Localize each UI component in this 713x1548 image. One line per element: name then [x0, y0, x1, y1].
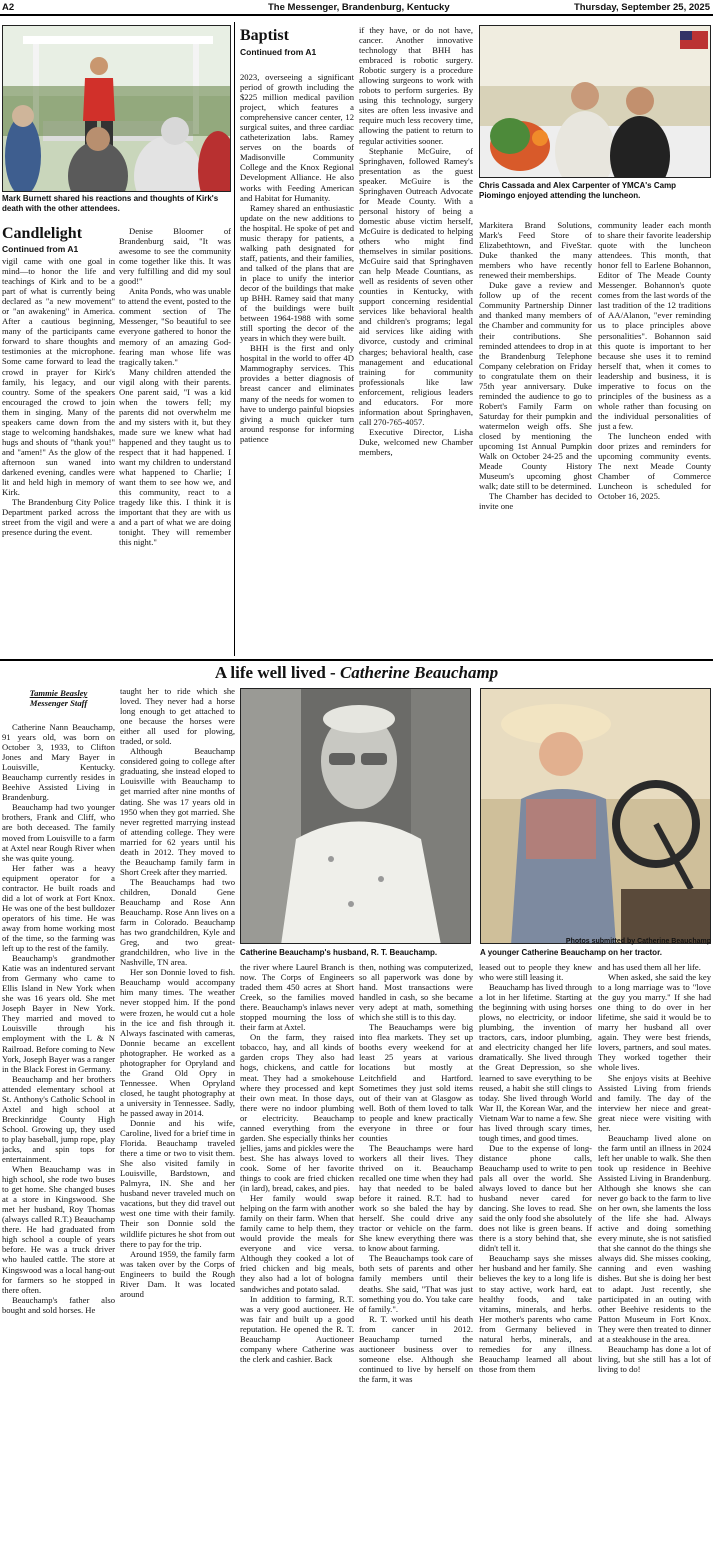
paragraph: Donnie and his wife, Caroline, lived for a brief time in Florida. Beauchamp traveled there a time or two to visit them. She also visited family in Louisville, Bardstown, and Palmyra, IN. She and her husband never traveled much on vacations, but they did travel out west one time with their family. Their son Donnie sold the wildlife pictures he shot from out there to pay for the trip. — [120, 1118, 235, 1249]
feature-headline — [0, 663, 713, 683]
baptist-column — [240, 72, 354, 656]
paragraph: The Beauchamps had two children, Donald Gene Beauchamp and Rose Ann Beauchamp. Rose Ann lives on a farm in Colorado. Beauchamp has two grandchildren, Kyle and Greg, and two great-grandchildren, who live in the Nashville, TN area. — [120, 876, 235, 968]
catherine-tractor-caption: A younger Catherine Beauchamp on her tractor. — [480, 948, 662, 957]
feature-column-2 — [120, 686, 235, 1544]
paragraph: The Chamber has decided to invite one — [479, 491, 592, 512]
paragraph: Although Beauchamp considered going to college after graduating, she instead eloped to Louisville with Beauchamp to get married after nine months of dating. She was 17 years old in 1950 when they got married. She never regretted marrying instead of attending college. They were married for 62 years until his death in 2012. They moved to the Beauchamp family farm in Short Creek after they married. — [120, 746, 235, 877]
catherine-tractor-image — [481, 689, 711, 944]
paragraph: BHH is the first and only hospital in the world to offer 4D Mammography services. This provides a better diagnosis of breast cancer and eliminates many of the needs for women to have to undergo painful biopsies giving a much quicker turn around response for informing patience — [240, 343, 354, 444]
paragraph: 2023, overseeing a significant period of growth including the $225 million medical pavilion project, which features a comprehensive cancer center, 12 surgical suites, and three cardiac catheterization labs. Ramey serves on the boards of Madisonville Community College and the Knox Regional Development Alliance. He also works with Feeding American and Habitat for Humanity. — [240, 72, 354, 203]
paragraph: The Beauchamps took care of both sets of parents and other family members until their deaths. She said, "That was just something you do. You take care of family.". — [359, 1253, 473, 1314]
paragraph: vigil came with one goal in mind—to honor the life and teachings of Kirk and to be a part of what is currently being declared as "a new movement" or "an awakening" in America. After a cautious beginning, many of the participants came forward to share thoughts and testimonies at the microphone. Some came forward to lead the crowd in prayer for Kirk's family, his legacy, and our country. Some of the speakers encouraged the crowd to join them in singing. Many of the speakers came down from the stage to welcoming handshakes, hugs and shouts of "thank you!" and "amen!" As the glow of the afternoon sun waned into darkened evening, candles were lit and held high in memory of Kirk. — [2, 256, 115, 498]
paragraph: When asked, she said the key to a long marriage was to "love the guy you marry." If she had one thing to do over in her lifetime, she said it would be to marry her husband all over again. They were best friends, lovers, partners, and soul mates. They worked together their whole lives. — [598, 972, 711, 1073]
chamber-column-c — [598, 220, 711, 656]
feature-column-4 — [359, 962, 473, 1544]
paragraph: Due to the expense of long-distance phone calls, Beauchamp used to write to pen pals all over the world. She always loved to dance but her husband never cared for dancing. She loves to read. She said the only food she absolutely does not like is green beans. If there is a story behind that, she didn't tell it. — [479, 1142, 592, 1254]
candlelight-column-1 — [2, 256, 115, 654]
paragraph: Denise Bloomer of Brandenburg said, "It was awesome to see the community come together like this. It was very fulfilling and did my soul good!" — [119, 226, 231, 287]
baptist-continued: Continued from A1 — [240, 47, 317, 57]
ymca-caption: Chris Cassada and Alex Carpenter of YMCA's Camp Piomingo enjoyed attending the luncheon. — [479, 181, 677, 200]
paragraph: leased out to people they knew who were still leasing it. — [479, 962, 592, 983]
candlelight-continued: Continued from A1 — [2, 244, 79, 254]
paragraph: R. T. worked until his death from cancer in 2012. Beauchamp turned the auctioneer business over to someone else. Although she continued to live by herself on the farm, it was — [359, 1313, 473, 1384]
paragraph: Beauchamp's grandmother Katie was an indentured servant from Germany who came to Ellis Island in New York when she was 16 years old. She met Joseph Bayer in New York. They married and moved to Louisville through his employment with the L & N Railroad. Before coming to New York, Joseph Bayer was a ranger in the Black Forest in Germany. — [2, 953, 115, 1074]
feature-headline-name: Catherine Beauchamp — [339, 663, 499, 682]
masthead — [0, 0, 713, 16]
paragraph: the river where Laurel Branch is now. The Corps of Engineers traded them 450 acres at Short Creek, so the families moved there. Beauchamp's inlaws never stopped mourning the loss of their farm at Axtel. — [240, 962, 354, 1033]
paragraph: On the farm, they raised tobacco, hay, and all kinds of garden crops They also had hogs, chickens, and cattle for meat. They had a smokehouse where they processed and kept their own meat. In those days, there were no indoor plumbing or electricity. Beauchamp canned everything from the garden. She especially thinks her jellies, jams and pickles were the best. She has always loved to cook. Some of her favorite things to cook are fried chicken (in lard), bread, cakes, and pies. — [240, 1032, 354, 1194]
rt-beauchamp-photo — [240, 688, 471, 944]
paragraph: Catherine Nann Beauchamp, 91 years old, was born on October 3, 1933, to Clifton Jones and Mary Bayer in Louisville, Kentucky. Beauchamp currently resides in Beehive Assisted Living in Brandenburg. — [2, 722, 115, 803]
mark-burnett-caption: Mark Burnett shared his reactions and thoughts of Kirk's death with the other attendees. — [2, 194, 219, 213]
paragraph: The Beauchamps were big into flea markets. They set up booths every weekend for at least 25 years at various locations but mostly at Leitchfield and Hartford. Sometimes they just sold items out of their van at Glasgow as well. Both of them loved to talk to people and knew practically everyone in three or four counties — [359, 1022, 473, 1143]
paragraph: Many children attended the vigil along with their parents. One parent said, "I was a kid when the towers fell; my parents did not overwhelm me and my sisters with it, but they made sure we knew what had happened and they taught us to respect that it had happened. I want my children to understand what happened to Charlie; I want them to see how we, and this community, react to a tragedy like this. I think it is important that they are with us and a part of what we are doing tonight. They will remember this night." — [119, 366, 231, 548]
catherine-tractor-photo — [480, 688, 711, 944]
ymca-luncheon-image — [480, 26, 711, 178]
paragraph: if they have, or do not have, cancer. Another innovative technology that BHH has embraced is robotic surgery. Robotic surgery is a procedure allowing surgeons to work with robots to perform surgeries. By using this technology, surgery sites are often less invasive and require much less recovery time, allowing the patient to return to regular activities sooner. — [359, 25, 473, 146]
baptist-headline: Baptist — [240, 27, 289, 44]
paragraph: Beauchamp lived alone on the farm until an illness in 2024 left her unable to walk. She then took up residence in Beehive Assisted Living in Brandenburg. Although she knows she can never go back to the farm to live on her own, she laments the loss of the life she had. Always active and doing something every minute, she is not satisfied that she cannot do the things she always did. She misses cooking, canning and even washing dishes. But she is doing her best to adapt. Just recently, she participated in an outing with other Beehive residents to the Patton Museum in Fort Knox. They were then treated to dinner at a steakhouse in the area. — [598, 1132, 711, 1344]
paragraph: and has used them all her life. — [598, 962, 701, 972]
chamber-column-a — [359, 25, 473, 656]
paragraph: Executive Director, Lisha Duke, welcomed new Chamber members, — [359, 426, 473, 457]
paragraph: Beauchamp has lived through a lot in her lifetime. Starting at the beginning with using horses plows, no electricity, or indoor plumbing, the invention of tractors, cars, indoor plumbing, and electricity changed her life dramatically. She lived through the Great Depression, so she learned to save everything to be reused, a habit she still clings to today. She lived through World War II, the Korean War, and the Vietnam War to name a few. She has lived through scary times, tough times, and good times. — [479, 982, 592, 1143]
feature-column-1 — [2, 722, 115, 1544]
paragraph: Anita Ponds, who was unable to attend the event, posted to the comment section of The Messenger, "So beautiful to see everyone gathered to honor the memory of an amazing God-fearing man whose life was tragically taken." — [119, 286, 231, 367]
candlelight-column-2 — [119, 226, 231, 656]
paragraph: Around 1959, the family farm was taken over by the Corps of Engineers to build the Rough River Dam. It was located around — [120, 1248, 235, 1299]
mark-burnett-photo — [2, 25, 231, 192]
paragraph: then, nothing was computerized, so all paperwork was done by hand. Most transactions were handled in cash, so she became very adept at math, something which she still is to this day. — [359, 962, 473, 1023]
feature-column-5 — [479, 962, 592, 1544]
paragraph: Markitera Brand Solutions, Mark's Feed Store of Elizabethtown, and FiveStar. Duke thanked the many members who have recently renewed their memberships. — [479, 220, 592, 281]
chamber-column-b — [479, 220, 592, 656]
paragraph: Beauchamp and her brothers attended elementary school at St. Anthony's Catholic School in Axtel and high school at Breckinridge County High School. Growing up, they used to play baseball, jump rope, play jacks, and spin tops for entertainment. — [2, 1073, 115, 1165]
publication-name: The Messenger, Brandenburg, Kentucky — [268, 2, 450, 13]
candlelight-headline: Candlelight — [2, 225, 83, 242]
rt-beauchamp-caption: Catherine Beauchamp's husband, R. T. Beauchamp. — [240, 948, 438, 957]
paragraph: Beauchamp's father also bought and sold horses. He — [2, 1294, 115, 1315]
paragraph: The Beauchamps were hard workers all their lives. They thrived on it. Beauchamp recalled one time when they had hay that needed to be baled before it rained. R.T. had to work so she baled the hay by herself. She could drive any tractor or vehicle on the farm. She knew everything there was to know about farming. — [359, 1142, 473, 1254]
paragraph: Beauchamp has done a lot of living, but she still has a lot of living to do! — [598, 1343, 711, 1374]
feature-column-3 — [240, 962, 354, 1544]
paragraph: taught her to ride which she loved. They never had a horse long enough to get attached to one because the horses were either all used for plowing, traded, or sold. — [120, 686, 235, 747]
paragraph: She enjoys visits at Beehive Assisted Living from friends and family. The day of the interview her niece and great-great niece were visiting with her. — [598, 1072, 711, 1133]
feature-headline-text: A life well lived - — [214, 663, 340, 682]
photo-credit: Photos submitted by Catherine Beauchamp — [565, 938, 711, 945]
byline-title: Messenger Staff — [29, 698, 88, 708]
issue-date: Thursday, September 25, 2025 — [573, 2, 710, 13]
paragraph: Her father was a heavy equipment operator for a contractor. He built roads and did a lot of work at Fort Knox. He was one of the best bulldozer operators of his time. He was away from home working most of the time, so the farming was left up to the rest of the family. — [2, 862, 115, 954]
paragraph: Stephanie McGuire, of Springhaven, followed Ramey's presentation as the guest speaker. McGuire is the Springhaven Outreach Advocate for Meade County. With a personal history of being a domestic abuse victim herself, McGuire is dedicated to helping others who might find themselves in similar positions. McGuire said that Springhaven can help Meade Countians, as well as residents of seven other counties in Kentucky, with support concerning residential services like behavioral health and children's programs; legal aid services like aiding with divorce, custody and criminal charges; behavioral health, case management and educational training for community professionals like law enforcement, religious leaders and educators. For more information about Springhaven, call 270-765-4057. — [359, 145, 473, 427]
page-number: A2 — [2, 2, 15, 13]
paragraph: Her family would swap helping on the farm with another family on their farm. When that family came to help them, they would provide the meals for everyone and vice versa. Although they cooked a lot of fried chicken and big meals, they also had a lot of bologna sandwiches and potato salad. — [240, 1193, 354, 1294]
column-rule — [234, 22, 235, 656]
paragraph: Beauchamp says she misses her husband and her family. She believes the key to a long life is to stay active, work hard, eat healthy foods, and take vitamins, minerals, and herbs. Her mother's parents who came from Germany believed in natural herbs, minerals, and remedies for any illness. Beauchamp learned all about those from them — [479, 1253, 592, 1374]
paragraph: Beauchamp had two younger brothers, Frank and Cliff, who are both deceased. The family moved from Louisville to a farm at Axtel near Rough River when she was quite young. — [2, 802, 115, 863]
paragraph: When Beauchamp was in high school, she rode two buses to get home. She changed buses at a store in Kingswood. She met her husband, Roy Thomas (always called R.T.) Beauchamp there. He had graduated from high school a couple of years before. He was a truck driver who hauled cattle. The store at Kingswood was a local hang-out for farmers so he stopped in there often. — [2, 1164, 115, 1295]
ymca-photo — [479, 25, 711, 178]
feature-column-6 — [598, 962, 711, 1544]
paragraph: The luncheon ended with door prizes and reminders for upcoming community events. The next Meade County Chamber of Commerce Luncheon is scheduled for October 16, 2025. — [598, 430, 711, 502]
byline-name: Tammie Beasley — [29, 688, 88, 698]
paragraph: Ramey shared an enthusiastic update on the new additions to the hospital. He spoke of pet and music therapy for patients, a walking path designated for staff, patients, and their families, and talked of the plans that are in place to unify the interior decor of the buildings that make up BHH. Ramey said that many of the buildings were built between 1964-1988 with some still sporting the decor of the years in which they were built. — [240, 202, 354, 344]
paragraph: The Brandenburg City Police Department parked across the street from the vigil and were a presence during the event. — [2, 497, 115, 538]
paragraph: In addition to farming, R.T. was a very good auctioneer. He was fair and built up a good reputation. He opened the R. T. Beauchamp Auctioneer company where Catherine was the clerk and cashier. Back — [240, 1293, 354, 1364]
paragraph: community leader each month to share their favorite leadership quote with the luncheon attendees. This month, that honor fell to Earlene Bohannon, Editor of The Meade County Messenger. Bohannon's quote comes from the last words of the last tradition of the 12 traditions of AA/Alanon, "ever reminding us to place principles above personalities". Bohannon said this quote is important to her because she uses it to remind herself that, when it comes to leadership and business, it is imperative to focus on the principles of the business as a whole rather than focusing on the individual personalities of just a few. — [598, 220, 711, 431]
mark-burnett-image — [3, 26, 231, 192]
byline — [2, 688, 115, 708]
paragraph: Her son Donnie loved to fish. Beauchamp would accompany him many times. The weather never stopped him. If the pond were frozen, he would cut a hole in the ice and fish through it. Always fascinated with cameras, Donnie became an excellent photographer. He worked as a photographer for Opryland and the Grand Old Opry in Tennessee. When Opryland closed, he taught photography at a university in Tennessee. Sadly, he passed away in 2014. — [120, 967, 235, 1118]
rt-beauchamp-image — [241, 689, 471, 944]
paragraph: Duke gave a review and follow up of the recent Community Partnership Dinner and thanked many members of the Chamber and community for their contributions. She reminded attendees to drop in at the Brandenburg Telephone Company celebration on Friday to congratulate them on their 75th year anniversary. Duke reminded the audience to go to Robert's Family Farm on Saturday for their pumpkin and watermelon weigh offs. She closed by mentioning the upcoming 1st Annual Pumpkin Walk on October 24-25 and the Meade County History Museum's upcoming ghost walk; date still to be determined. — [479, 280, 592, 492]
section-divider — [0, 659, 713, 661]
